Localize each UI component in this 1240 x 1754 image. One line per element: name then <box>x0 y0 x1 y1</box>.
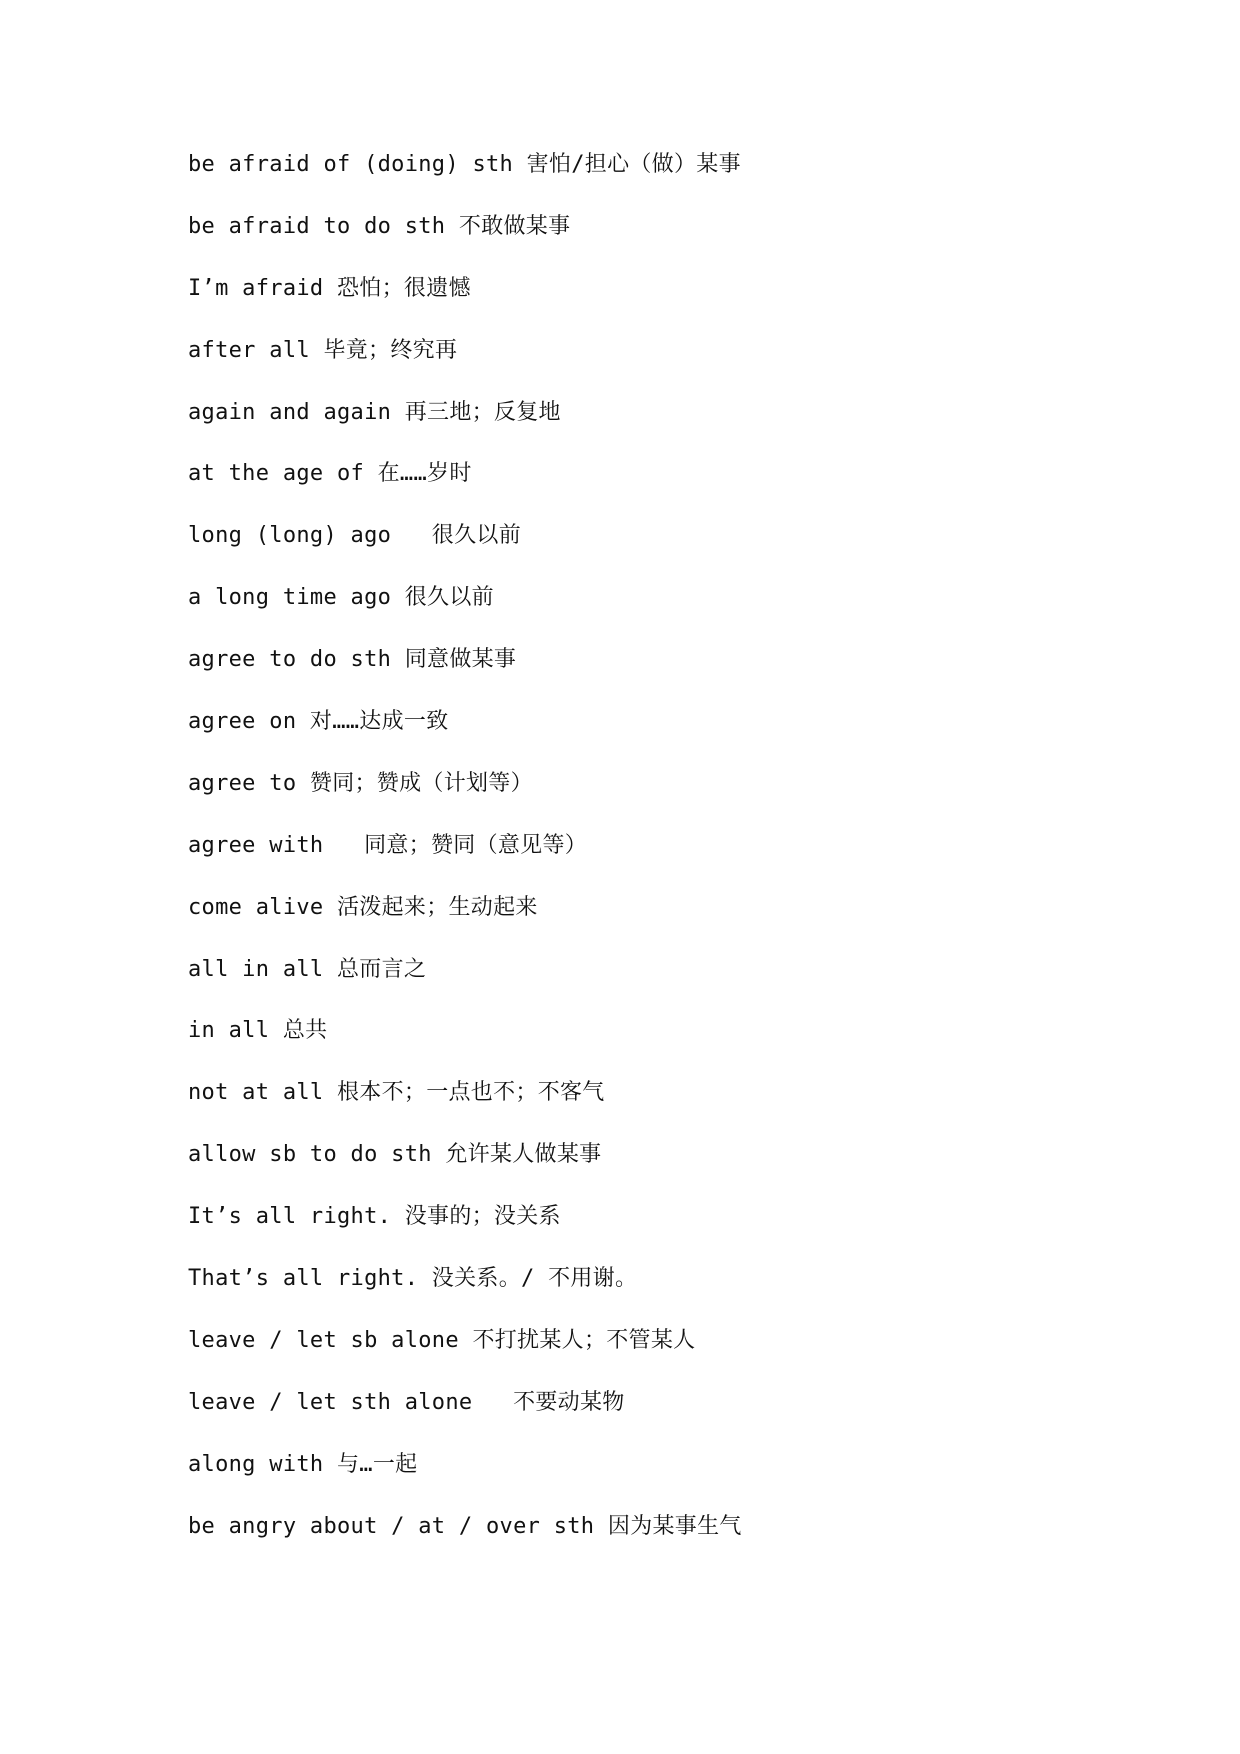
phrase-line: along with 与…一起 <box>188 1451 418 1477</box>
phrase-line: after all 毕竟；终究再 <box>188 337 458 363</box>
phrase-line: agree to 赞同；赞成（计划等） <box>188 770 533 796</box>
phrase-line: in all 总共 <box>188 1018 328 1044</box>
phrase-line: agree on 对……达成一致 <box>188 709 449 735</box>
phrase-line: allow sb to do sth 允许某人做某事 <box>188 1142 602 1168</box>
phrase-line: a long time ago 很久以前 <box>188 585 494 611</box>
phrase-line: It’s all right. 没事的；没关系 <box>188 1204 561 1230</box>
phrase-line: leave / let sth alone 不要动某物 <box>188 1389 625 1415</box>
phrase-line: That’s all right. 没关系。/ 不用谢。 <box>188 1266 638 1292</box>
phrase-line: agree with 同意；赞同（意见等） <box>188 832 588 858</box>
phrase-line: be angry about / at / over sth 因为某事生气 <box>188 1513 742 1539</box>
phrase-line: again and again 再三地；反复地 <box>188 399 561 425</box>
phrase-line: long (long) ago 很久以前 <box>188 523 522 549</box>
phrase-line: at the age of 在……岁时 <box>188 461 472 487</box>
phrase-line: not at all 根本不；一点也不；不客气 <box>188 1080 605 1106</box>
phrase-line: be afraid of (doing) sth 害怕/担心（做）某事 <box>188 152 741 177</box>
phrase-line: I’m afraid 恐怕；很遗憾 <box>188 275 471 301</box>
phrase-list <box>188 150 742 1573</box>
phrase-line: agree to do sth 同意做某事 <box>188 647 517 673</box>
phrase-line: leave / let sb alone 不打扰某人；不管某人 <box>188 1327 696 1353</box>
phrase-line: come alive 活泼起来；生动起来 <box>188 894 538 920</box>
phrase-line: be afraid to do sth 不敢做某事 <box>188 213 571 239</box>
phrase-line: all in all 总而言之 <box>188 956 427 982</box>
